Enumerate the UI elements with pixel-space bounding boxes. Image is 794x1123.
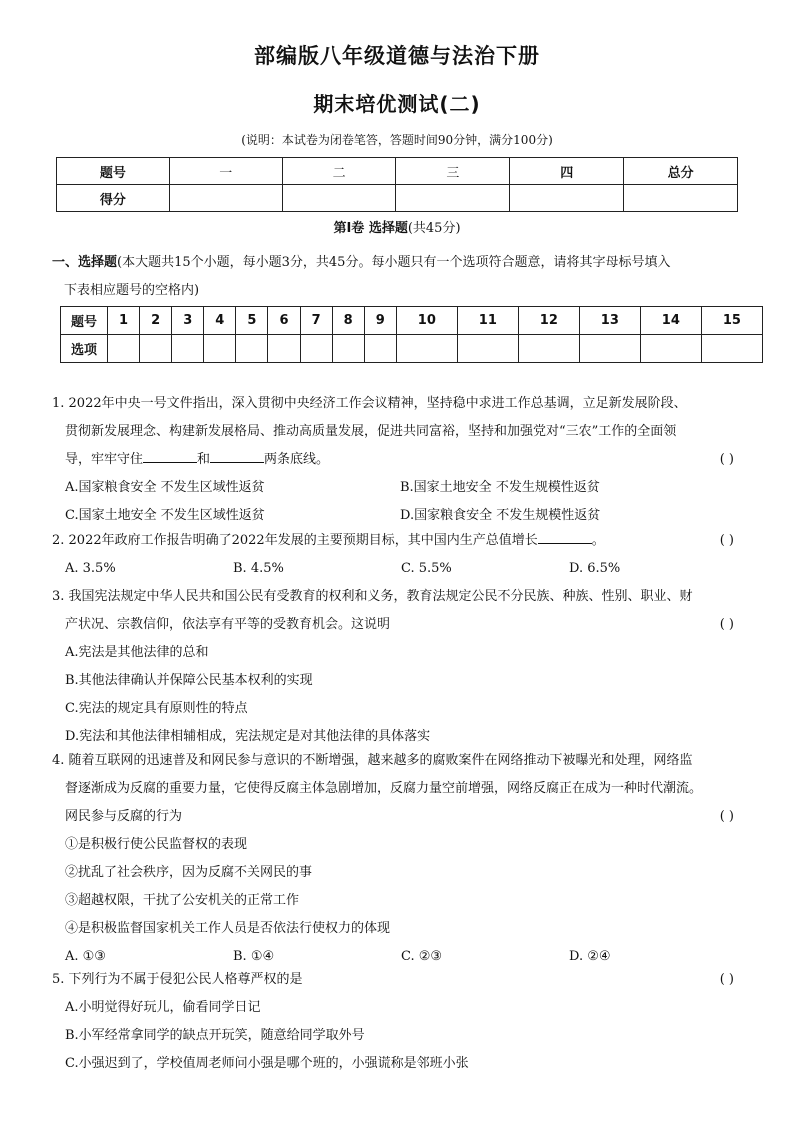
question-text (52, 966, 752, 994)
score-header-cell: 二 (282, 158, 396, 185)
answer-table-choice-row (61, 335, 763, 363)
statement-3: ③超越权限，干扰了公安机关的正常工作 (65, 893, 300, 908)
question-text: 督逐渐成为反腐的重要力量，它使得反腐主体急剧增加，反腐力量空前增强，网络反腐正在成为一种时代潮流。 (65, 781, 703, 796)
instruction-block (52, 249, 752, 305)
question-number-cell: 8 (332, 307, 364, 335)
answer-paren[interactable]: ( ) (719, 972, 734, 987)
answer-choice-cell[interactable] (518, 335, 579, 363)
statement-4: ④是积极监督国家机关工作人员是否依法行使权力的体现 (65, 921, 391, 936)
answer-blank[interactable] (210, 448, 264, 463)
score-table-header-row (57, 158, 738, 185)
score-header-cell: 三 (396, 158, 510, 185)
option-d[interactable]: D. ②④ (569, 949, 611, 964)
question-number-cell: 11 (457, 307, 518, 335)
question-number-cell: 14 (640, 307, 701, 335)
option-b[interactable]: B. 4.5% (233, 561, 284, 576)
question-number-cell: 5 (236, 307, 268, 335)
score-table-score-row (57, 185, 738, 212)
option-b[interactable]: B.小军经常拿同学的缺点开玩笑，随意给同学取外号 (65, 1028, 365, 1043)
answer-blank[interactable] (143, 448, 197, 463)
score-header-cell: 总分 (624, 158, 738, 185)
answer-choice-cell[interactable] (332, 335, 364, 363)
question-text: 4. 随着互联网的迅速普及和网民参与意识的不断增强，越来越多的腐败案件在网络推动下被曝光和处理，网络监 (52, 753, 693, 768)
question-text-part: 网民参与反腐的行为 (65, 809, 183, 824)
answer-table (60, 306, 763, 363)
option-a[interactable]: A.小明觉得好玩儿，偷看同学日记 (65, 1000, 261, 1015)
option-c[interactable]: C.国家土地安全 不发生区域性返贫 (65, 508, 265, 523)
answer-choice-cell[interactable] (204, 335, 236, 363)
score-header-cell: 一 (169, 158, 282, 185)
answer-choice-cell[interactable] (300, 335, 332, 363)
question-4 (52, 747, 752, 971)
question-3 (52, 583, 752, 751)
question-number-cell: 3 (172, 307, 204, 335)
question-text: 1. 2022年中央一号文件指出，深入贯彻中央经济工作会议精神，坚持稳中求进工作总基调，立足新发展阶段、 (52, 396, 687, 411)
option-d[interactable]: D.国家粮食安全 不发生规模性返贫 (400, 508, 601, 523)
question-text (52, 611, 752, 639)
instruction-text: (本大题共15个小题，每小题3分，共45分。每小题只有一个选项符合题意，请将其字母标号填入 (117, 255, 671, 270)
option-d[interactable]: D.宪法和其他法律相辅相成，宪法规定是对其他法律的具体落实 (65, 729, 431, 744)
section-heading (0, 217, 794, 236)
instruction-text-cont: 下表相应题号的空格内) (64, 283, 200, 298)
answer-choice-cell[interactable] (172, 335, 204, 363)
question-text (52, 446, 752, 474)
question-2 (52, 527, 752, 583)
statement-1: ①是积极行使公民监督权的表现 (65, 837, 248, 852)
question-number-cell: 9 (364, 307, 396, 335)
option-a[interactable]: A.宪法是其他法律的总和 (65, 645, 209, 660)
option-a[interactable]: A. 3.5% (65, 561, 116, 576)
score-row-label: 得分 (57, 185, 170, 212)
question-text-part: 。 (591, 533, 605, 548)
score-header-cell: 题号 (57, 158, 170, 185)
question-text: 3. 我国宪法规定中华人民共和国公民有受教育的权利和义务，教育法规定公民不分民族、种族、性别、职业、财 (52, 589, 693, 604)
option-c[interactable]: C.小强迟到了，学校值周老师问小强是哪个班的，小强谎称是邻班小张 (65, 1056, 469, 1071)
question-text-part: 5. 下列行为不属于侵犯公民人格尊严权的是 (52, 972, 303, 987)
exam-title: 部编版八年级道德与法治下册 (254, 44, 540, 68)
exam-subtitle: 期末培优测试(二) (313, 92, 481, 116)
answer-choice-cell[interactable] (640, 335, 701, 363)
answer-choice-cell[interactable] (108, 335, 140, 363)
question-text-part: 产状况、宗教信仰，依法享有平等的受教育机会。这说明 (65, 617, 391, 632)
question-number-cell: 7 (300, 307, 332, 335)
score-input-cell[interactable] (624, 185, 738, 212)
score-input-cell[interactable] (282, 185, 396, 212)
option-a[interactable]: A.国家粮食安全 不发生区域性返贫 (65, 480, 265, 495)
question-text (52, 527, 752, 555)
answer-table-number-row (61, 307, 763, 335)
score-input-cell[interactable] (396, 185, 510, 212)
question-1 (52, 390, 752, 530)
score-header-cell: 四 (510, 158, 624, 185)
answer-paren[interactable]: ( ) (719, 452, 734, 467)
question-number-cell: 12 (518, 307, 579, 335)
option-b[interactable]: B.其他法律确认并保障公民基本权利的实现 (65, 673, 313, 688)
exam-note: (说明：本试卷为闭卷笔答，答题时间90分钟，满分100分) (241, 133, 553, 147)
option-b[interactable]: B. ①④ (233, 949, 275, 964)
answer-choice-cell[interactable] (268, 335, 300, 363)
answer-paren[interactable]: ( ) (719, 809, 734, 824)
options-row (52, 502, 752, 530)
question-number-cell: 15 (701, 307, 762, 335)
question-number-cell: 13 (579, 307, 640, 335)
option-d[interactable]: D. 6.5% (569, 561, 621, 576)
question-text-part: 两条底线。 (264, 452, 330, 467)
score-table (56, 157, 738, 212)
answer-paren[interactable]: ( ) (719, 617, 734, 632)
option-b[interactable]: B.国家土地安全 不发生规模性返贫 (400, 480, 600, 495)
score-input-cell[interactable] (169, 185, 282, 212)
option-c[interactable]: C. 5.5% (401, 561, 452, 576)
answer-row-label: 题号 (61, 307, 108, 335)
answer-choice-cell[interactable] (701, 335, 762, 363)
question-text-part: 和 (197, 452, 211, 467)
question-number-cell: 6 (268, 307, 300, 335)
answer-choice-cell[interactable] (457, 335, 518, 363)
answer-paren[interactable]: ( ) (719, 533, 734, 548)
score-input-cell[interactable] (510, 185, 624, 212)
answer-choice-cell[interactable] (236, 335, 268, 363)
question-number-cell: 4 (204, 307, 236, 335)
statement-2: ②扰乱了社会秩序，因为反腐不关网民的事 (65, 865, 313, 880)
question-number-cell: 1 (108, 307, 140, 335)
answer-row-label: 选项 (61, 335, 108, 363)
question-text-part: 2. 2022年政府工作报告明确了2022年发展的主要预期目标，其中国内生产总值增长 (52, 533, 538, 548)
options-row (52, 474, 752, 502)
question-text-part: 导，牢牢守住 (65, 452, 144, 467)
section-title: 第Ⅰ卷 选择题 (333, 221, 408, 236)
question-5 (52, 966, 752, 1078)
question-text: 贯彻新发展理念、构建新发展格局、推动高质量发展，促进共同富裕，坚持和加强党对“三农”工作的全面领 (65, 424, 677, 439)
option-a[interactable]: A. ①③ (65, 949, 106, 964)
answer-choice-cell[interactable] (364, 335, 396, 363)
option-c[interactable]: C.宪法的规定具有原则性的特点 (65, 701, 248, 716)
answer-choice-cell[interactable] (140, 335, 172, 363)
question-text (52, 803, 752, 831)
option-c[interactable]: C. ②③ (401, 949, 443, 964)
section-suffix: (共45分) (407, 221, 461, 236)
options-row (52, 555, 752, 583)
answer-choice-cell[interactable] (579, 335, 640, 363)
answer-blank[interactable] (538, 529, 592, 544)
instruction-label: 一、选择题 (52, 255, 118, 270)
answer-choice-cell[interactable] (396, 335, 457, 363)
question-number-cell: 2 (140, 307, 172, 335)
question-number-cell: 10 (396, 307, 457, 335)
